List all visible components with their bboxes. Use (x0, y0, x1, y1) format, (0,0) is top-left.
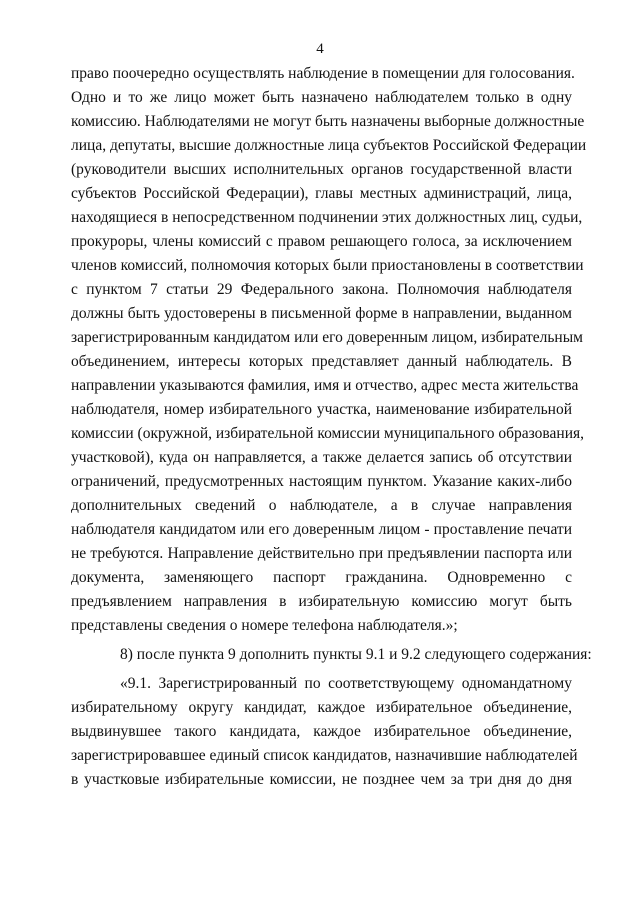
text-line: объединением, интересы которых представляет данный наблюдатель. В (71, 353, 572, 370)
paragraph-3 (71, 672, 578, 792)
paragraph-1 (71, 62, 587, 638)
text-line: право поочередно осуществлять наблюдение в помещении для голосования. (71, 65, 575, 82)
text-line: дополнительных сведений о наблюдателе, а в случае направления (71, 497, 572, 514)
text-line: предъявлением направления в избирательную комиссию могут быть (71, 593, 572, 610)
text-line: зарегистрированным кандидатом или его доверенным лицом, избирательным (71, 329, 583, 346)
text-line: наблюдателя, номер избирательного участка, наименование избирательной (71, 401, 572, 418)
text-line: в участковые избирательные комиссии, не позднее чем за три дня до дня (71, 771, 572, 788)
text-line: членов комиссий, полномочия которых были приостановлены в соответствии (71, 257, 584, 274)
text-line: субъектов Российской Федерации), главы местных администраций, лица, (71, 185, 572, 202)
text-line: прокуроры, члены комиссий с правом решающего голоса, за исключением (71, 233, 572, 250)
text-line: должны быть удостоверены в письменной форме в направлении, выданном (71, 305, 572, 322)
text-line: комиссию. Наблюдателями не могут быть назначены выборные должностные (71, 113, 585, 130)
text-line: с пунктом 7 статьи 29 Федерального закона. Полномочия наблюдателя (71, 281, 572, 298)
text-line: избирательному округу кандидат, каждое избирательное объединение, (71, 699, 572, 716)
text-line: выдвинувшее такого кандидата, каждое избирательное объединение, (71, 723, 572, 740)
page-number: 4 (316, 41, 324, 57)
text-line: направлении указываются фамилия, имя и отчество, адрес места жительства (71, 377, 579, 394)
paragraph-2 (71, 643, 592, 667)
text-line: (руководители высших исполнительных органов государственной власти (71, 161, 572, 178)
text-line: представлены сведения о номере телефона наблюдателя.»; (71, 617, 458, 634)
text-line: лица, депутаты, высшие должностные лица субъектов Российской Федерации (71, 137, 587, 154)
text-line: 8) после пункта 9 дополнить пункты 9.1 и 9.2 следующего содержания: (120, 646, 592, 663)
text-line: «9.1. Зарегистрированный по соответствующему одномандатному (120, 675, 572, 692)
text-line: находящиеся в непосредственном подчинении этих должностных лиц, судьи, (71, 209, 583, 226)
text-line: комиссии (окружной, избирательной комиссии муниципального образования, (71, 425, 585, 442)
text-line: зарегистрировавшее единый список кандидатов, назначившие наблюдателей (71, 747, 578, 764)
document-body (71, 62, 592, 792)
text-line: Одно и то же лицо может быть назначено наблюдателем только в одну (71, 89, 572, 106)
text-line: наблюдателя кандидатом или его доверенным лицом - проставление печати (71, 521, 572, 538)
text-line: ограничений, предусмотренных настоящим пунктом. Указание каких-либо (71, 473, 572, 490)
text-line: документа, заменяющего паспорт гражданина. Одновременно с (71, 569, 572, 586)
text-line: не требуются. Направление действительно при предъявлении паспорта или (71, 545, 572, 562)
text-line: участковой), куда он направляется, а также делается запись об отсутствии (71, 449, 572, 466)
